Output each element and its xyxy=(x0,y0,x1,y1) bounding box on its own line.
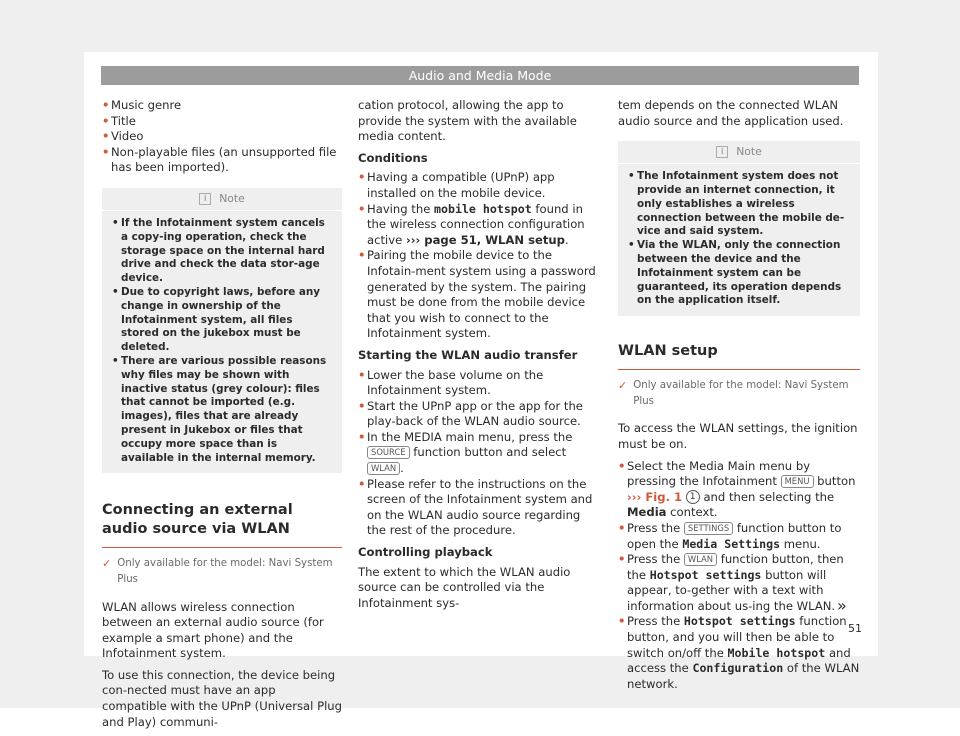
list-item: • Press the SETTINGS function button to open the Media Settings menu. xyxy=(618,521,860,552)
note-header xyxy=(618,141,860,164)
section-title: WLAN setup xyxy=(618,342,860,370)
list-item: • Pairing the mobile device to the Infotain-ment system using a password generated by the system. The pairing must be done from the mobile device that you wish to connect to the Infotainment system. xyxy=(358,248,602,342)
note-item: • If the Infotainment system cancels a copy-ing operation, check the storage space on the internal hard drive and check the data stor-age device. xyxy=(112,217,332,286)
note-item: • Via the WLAN, only the connection between the device and the Infotainment system can be guaranteed, its operation depends on the application itself. xyxy=(628,239,850,308)
page-link[interactable]: ››› page 51, WLAN setup xyxy=(405,232,565,247)
continue-arrow: » xyxy=(837,596,847,615)
paragraph: tem depends on the connected WLAN audio source and the application used. xyxy=(618,98,844,128)
availability-note: ✓ Only available for the model: Navi System Plus xyxy=(618,379,849,407)
availability-note: ✓ Only available for the model: Navi System Plus xyxy=(102,557,333,585)
list-item: • Start the UPnP app or the app for the play-back of the WLAN audio source. xyxy=(358,399,602,430)
ui-term: Media Settings xyxy=(682,536,781,551)
chapter-header: Audio and Media Mode xyxy=(101,66,859,85)
list-item: • Lower the base volume on the Infotainment system. xyxy=(358,368,602,399)
note-item: • The Infotainment system does not provide an internet connection, it only establishes a wireless connection between the mobile de-vice and said system. xyxy=(628,170,850,239)
subheading-start: Starting the WLAN audio transfer xyxy=(358,347,578,362)
wlan-key: WLAN xyxy=(367,462,400,475)
settings-key: SETTINGS xyxy=(684,522,733,535)
note-body xyxy=(618,164,860,308)
note-box xyxy=(618,141,860,316)
ui-term: mobile hotspot xyxy=(434,201,532,216)
check-icon: ✓ xyxy=(102,557,112,571)
list-item: • Select the Media Main menu by pressing the Infotainment MENU button ››› Fig. 1 1 and then selecting the Media context. xyxy=(618,459,860,521)
subheading-conditions: Conditions xyxy=(358,150,428,165)
note-title: Note xyxy=(219,192,245,206)
note-box xyxy=(102,188,342,473)
list-item: • Video xyxy=(102,129,342,145)
info-icon: i xyxy=(199,193,211,205)
info-icon: i xyxy=(716,146,728,158)
column-1 xyxy=(102,98,342,736)
source-key: SOURCE xyxy=(367,446,410,459)
wlan-key: WLAN xyxy=(684,553,717,566)
subheading-playback: Controlling playback xyxy=(358,545,493,560)
note-header xyxy=(102,188,342,211)
list-item: • Press the WLAN function button, then the Hotspot settings button will appear, to-gether with a text with information about us-ing the WLAN. xyxy=(618,552,860,614)
paragraph: The extent to which the WLAN audio source can be controlled via the Infotainment sys- xyxy=(358,564,571,610)
paragraph: WLAN allows wireless connection between an external audio source (for example a smart phone) and the Infotainment system. xyxy=(102,599,324,661)
note-item: • There are various possible reasons why files may be shown with inactive status (grey colour): files that cannot be imported (e.g. images), files that are already present in Jukebox or files that occupy more space than is available in the internal memory. xyxy=(112,355,332,465)
list-item: • Having the mobile hotspot found in the wireless connection configuration active ››› page 51, WLAN setup. xyxy=(358,202,602,249)
ui-term: Hotspot settings xyxy=(683,614,796,629)
list-item: • Please refer to the instructions on the screen of the Infotainment system and on the WLAN audio source regarding the rest of the procedure. xyxy=(358,477,602,539)
note-body xyxy=(102,211,342,465)
page-number: 51 xyxy=(848,622,862,635)
paragraph: cation protocol, allowing the app to provide the system with the available media content. xyxy=(358,98,577,144)
column-2 xyxy=(358,98,602,617)
check-icon: ✓ xyxy=(618,379,628,393)
list-item: • Music genre xyxy=(102,98,342,114)
ui-term: Hotspot settings xyxy=(649,567,762,582)
list-item: • Title xyxy=(102,114,342,130)
note-title: Note xyxy=(736,145,762,159)
list-item: • Having a compatible (UPnP) app installed on the mobile device. xyxy=(358,170,602,201)
ui-term: Mobile hotspot xyxy=(727,645,826,660)
list-item: • Non-playable files (an unsupported file has been imported). xyxy=(102,145,342,176)
list-item: • In the MEDIA main menu, press the SOURCE function button and select WLAN . xyxy=(358,430,602,477)
menu-key: MENU xyxy=(781,475,814,488)
paragraph: To access the WLAN settings, the ignition must be on. xyxy=(618,421,858,451)
callout-number: 1 xyxy=(686,490,700,504)
list-item: • Press the Hotspot settings function button, and you will then be able to switch on/off the Mobile hotspot and access the Configuration of the WLAN network. xyxy=(618,614,860,692)
section-title: Connecting an external audio source via WLAN xyxy=(102,501,342,548)
note-item: • Due to copyright laws, before any change in ownership of the Infotainment system, all files stored on the jukebox must be deleted. xyxy=(112,286,332,355)
paragraph: To use this connection, the device being con-nected must have an app compatible with the UPnP (Universal Plug and Play) communi- xyxy=(102,667,342,729)
figure-link[interactable]: ››› Fig. 1 xyxy=(627,489,683,504)
column-3 xyxy=(618,98,860,692)
ui-term: Configuration xyxy=(692,661,784,676)
